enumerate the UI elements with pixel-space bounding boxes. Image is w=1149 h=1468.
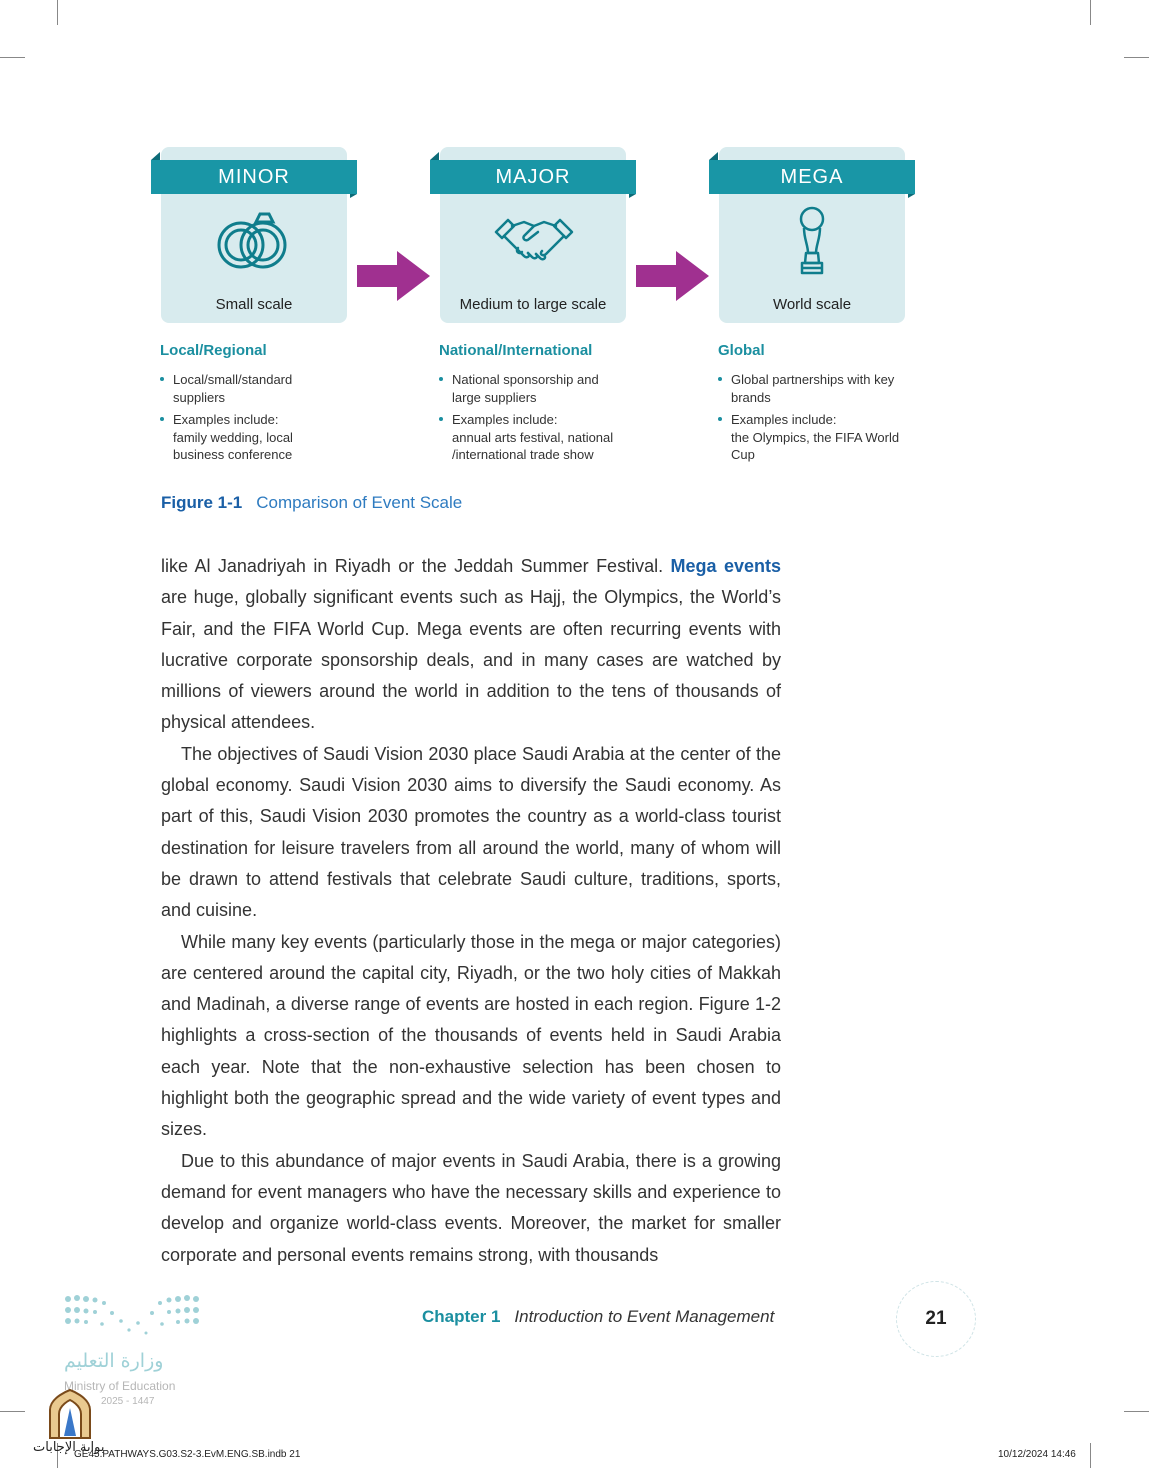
crop-mark — [1090, 0, 1091, 25]
bullet-item: Examples include: annual arts festival, national /international trade show — [439, 411, 639, 464]
crop-mark — [0, 1411, 25, 1412]
paragraph: Due to this abundance of major events in Saudi Arabia, there is a growing demand for event managers who have the necessary skills and experience to develop and organize world-class events. Moreover, the market for smaller corporate and personal events remains strong, with thousands — [161, 1150, 781, 1265]
ministry-name-arabic: وزارة التعليم — [64, 1350, 164, 1372]
bullet-item: National sponsorship and large suppliers — [439, 371, 639, 406]
crop-mark — [1090, 1443, 1091, 1468]
paragraph: While many key events (particularly those in the mega or major categories) are centered around the capital city, Riyadh, or the two holy cities of Makkah and Madinah, a diverse range of events are hosted in each region. Figure 1-2 highlights a cross-section of the thousands of events held in Saudi Arabia each year. Note that the non-exhaustive selection has been chosen to highlight both the geographic spread and the wide variety of event types and sizes. — [161, 931, 781, 1140]
major-banner-label: MAJOR — [495, 165, 571, 188]
figure-title: Comparison of Event Scale — [256, 493, 463, 512]
minor-banner-label: MINOR — [218, 165, 290, 188]
ministry-year: 2025 - 1447 — [101, 1396, 155, 1407]
mega-scale-label: World scale — [772, 296, 852, 313]
chapter-title: Introduction to Event Management — [514, 1307, 775, 1326]
figure-label: Figure 1-1 — [161, 493, 243, 512]
mega-banner-label: MEGA — [780, 165, 844, 188]
crop-mark — [1124, 57, 1149, 58]
crop-mark — [57, 0, 58, 25]
national-international-heading: National/International — [439, 342, 593, 359]
chapter-footer — [422, 1307, 774, 1327]
minor-banner — [151, 160, 357, 194]
local-regional-heading: Local/Regional — [160, 342, 267, 359]
print-slug-date: 10/12/2024 14:46 — [998, 1449, 1076, 1460]
bullet-item: Examples include: family wedding, local business conference — [160, 411, 340, 464]
bullet-item: Global partnerships with key brands — [718, 371, 918, 406]
figure-caption — [161, 493, 462, 513]
paragraph: like Al Janadriyah in Riyadh or the Jeddah Summer Festival. Mega events are huge, globally significant events such as Hajj, the Olympics, the World’s Fair, and the FIFA World Cup. Mega events are often recurring events with lucrative corporate sponsorship deals, and in many cases are watched by millions of viewers around the world in addition to the tens of thousands of physical attendees. — [161, 556, 781, 733]
mega-banner — [709, 160, 915, 194]
crop-mark — [0, 57, 25, 58]
bullet-item: Examples include: the Olympics, the FIFA World Cup — [718, 411, 918, 464]
ministry-name-english: Ministry of Education — [64, 1379, 176, 1393]
watermark-text: بوابة الإجابات — [33, 1440, 105, 1455]
handshake-icon — [494, 212, 574, 272]
major-bullets — [439, 371, 639, 469]
arrow-right-icon — [357, 251, 431, 301]
rings-icon — [214, 208, 294, 274]
ministry-logo — [64, 1293, 200, 1341]
mosque-gate-logo — [47, 1388, 93, 1440]
key-term: Mega events — [670, 556, 781, 576]
bullet-item: Local/small/standard suppliers — [160, 371, 340, 406]
mega-bullets — [718, 371, 918, 469]
arrow-right-icon — [636, 251, 710, 301]
minor-scale-label: Small scale — [215, 296, 293, 313]
paragraph: The objectives of Saudi Vision 2030 place Saudi Arabia at the center of the global economy. Saudi Vision 2030 aims to diversify the Saudi economy. As part of this, Saudi Vision 2030 promotes the country as a world-class tourist destination for leisure travelers from all around the world, many of whom will be drawn to attend festivals that celebrate Saudi culture, traditions, sports, and cuisine. — [161, 743, 781, 921]
print-slug-file: GE45.PATHWAYS.G03.S2-3.EvM.ENG.SB.indb 21 — [74, 1449, 301, 1460]
major-banner — [430, 160, 636, 194]
global-heading: Global — [718, 342, 765, 359]
minor-bullets — [160, 371, 340, 469]
trophy-icon — [794, 205, 830, 281]
body-text — [161, 551, 781, 1271]
crop-mark — [1124, 1411, 1149, 1412]
chapter-label: Chapter 1 — [422, 1307, 501, 1326]
page-number: 21 — [896, 1281, 976, 1357]
major-scale-label: Medium to large scale — [459, 296, 607, 313]
